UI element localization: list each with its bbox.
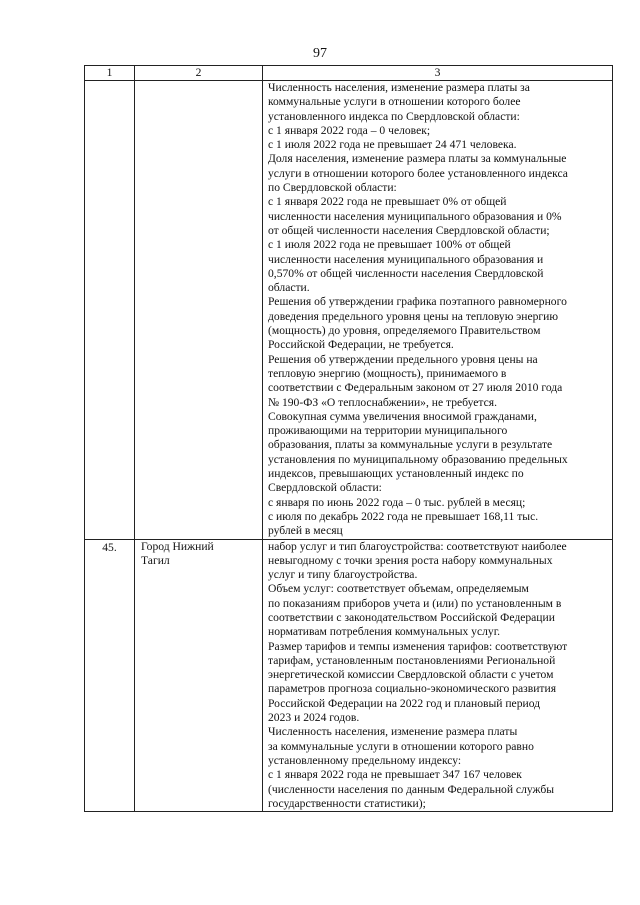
- text-line: Доля населения, изменение размера платы за коммунальные: [268, 152, 567, 166]
- text-line: Численность населения, изменение размера платы: [268, 725, 518, 739]
- column-header-1: 1: [85, 66, 135, 81]
- row-number-cell: [85, 81, 135, 540]
- text-line: государственности статистики);: [268, 796, 426, 810]
- text-line: услуг и типу благоустройства.: [268, 568, 418, 582]
- text-line: доведения предельного уровня цены на тепловую энергию: [268, 309, 559, 323]
- text-line: рублей в месяц: [268, 524, 343, 538]
- text-line: 0,570% от общей численности населения Свердловской: [268, 266, 544, 280]
- page-bottom-margin: [84, 842, 613, 905]
- text-line: 2023 и 2024 годов.: [268, 711, 360, 725]
- text-line: за коммунальные услуги в отношении которого равно: [268, 739, 534, 753]
- column-header-3: 3: [263, 66, 613, 81]
- text-line: (мощность) до уровня, определяемого Правительством: [268, 324, 541, 338]
- text-line: Численность населения, изменение размера платы за: [268, 81, 530, 94]
- text-line: параметров прогноза социально-экономического развития: [268, 682, 557, 696]
- text-line: Объем услуг: соответствует объемам, определяемым: [268, 582, 529, 596]
- text-line: с июля по декабрь 2022 года не превышает 168,11 тыс.: [268, 509, 539, 523]
- text-line: численности населения муниципального образования и: [268, 252, 544, 266]
- text-line: с 1 января 2022 года не превышает 0% от общей: [268, 195, 507, 209]
- text-line: невыгодному с точки зрения роста набору коммунальных: [268, 553, 553, 567]
- text-line: по показаниям приборов учета и (или) по установленным в: [268, 596, 562, 610]
- text-line: Российской Федерации на 2022 год и плановый период: [268, 696, 541, 710]
- text-line: Размер тарифов и темпы изменения тарифов: соответствуют: [268, 639, 568, 653]
- municipality-cell: [135, 539, 263, 812]
- text-line: с 1 января 2022 года – 0 человек;: [268, 123, 431, 137]
- text-line: энергетической комиссии Свердловской области с учетом: [268, 668, 554, 682]
- text-line: тарифам, установленным постановлениями Региональной: [268, 653, 556, 667]
- text-line: Решения об утверждении графика поэтапного равномерного: [268, 295, 567, 309]
- table-row-continuation: [85, 81, 613, 540]
- row-number-cell: 45.: [85, 539, 135, 812]
- text-line: Город Нижний: [141, 539, 214, 553]
- text-line: Решения об утверждении предельного уровня цены на: [268, 352, 538, 366]
- text-line: тепловую энергию (мощность), принимаемого в: [268, 366, 507, 380]
- text-line: от общей численности населения Свердловской области;: [268, 223, 550, 237]
- text-line: численности населения муниципального образования и 0%: [268, 209, 562, 223]
- text-line: с 1 января 2022 года не превышает 347 167 человек: [268, 768, 522, 782]
- text-line: с 1 июля 2022 года не превышает 100% от общей: [268, 238, 511, 252]
- text-line: с января по июнь 2022 года – 0 тыс. рублей в месяц;: [268, 495, 526, 509]
- text-line: Тагил: [141, 553, 170, 567]
- text-line: коммунальные услуги в отношении которого более: [268, 95, 521, 109]
- text-line: области.: [268, 281, 310, 295]
- text-line: Совокупная сумма увеличения вносимой гражданами,: [268, 409, 537, 423]
- text-line: образования, платы за коммунальные услуги в результате: [268, 438, 553, 452]
- text-line: установленного индекса по Свердловской области:: [268, 109, 520, 123]
- content-cell: [263, 539, 613, 812]
- text-line: с 1 июля 2022 года не превышает 24 471 человека.: [268, 138, 517, 152]
- municipality-cell: [135, 81, 263, 540]
- text-line: набор услуг и тип благоустройства: соответствуют наиболее: [268, 539, 567, 553]
- text-line: № 190-ФЗ «О теплоснабжении», не требуется.: [268, 395, 497, 409]
- main-table: [84, 65, 613, 812]
- text-line: услуги в отношении которого более установленного индекса: [268, 166, 568, 180]
- text-line: Свердловской области:: [268, 481, 382, 495]
- text-line: Российской Федерации, не требуется.: [268, 338, 454, 352]
- text-line: (численности населения по данным Федеральной службы: [268, 782, 555, 796]
- text-line: нормативам потребления коммунальных услуг.: [268, 625, 501, 639]
- text-line: соответствии с Федеральным законом от 27 июля 2010 года: [268, 381, 563, 395]
- text-line: по Свердловской области:: [268, 181, 397, 195]
- text-line: установленному предельному индексу:: [268, 753, 462, 767]
- page-number: 97: [313, 46, 327, 61]
- text-line: индексов, превышающих установленный индекс по: [268, 467, 524, 481]
- text-line: соответствии с законодательством Российской Федерации: [268, 610, 555, 624]
- text-line: установления по муниципальному образованию предельных: [268, 452, 568, 466]
- table-header-row: [85, 66, 613, 81]
- content-cell: [263, 81, 613, 540]
- column-header-2: 2: [135, 66, 263, 81]
- table-row-45: [85, 539, 613, 812]
- text-line: проживающими на территории муниципального: [268, 424, 508, 438]
